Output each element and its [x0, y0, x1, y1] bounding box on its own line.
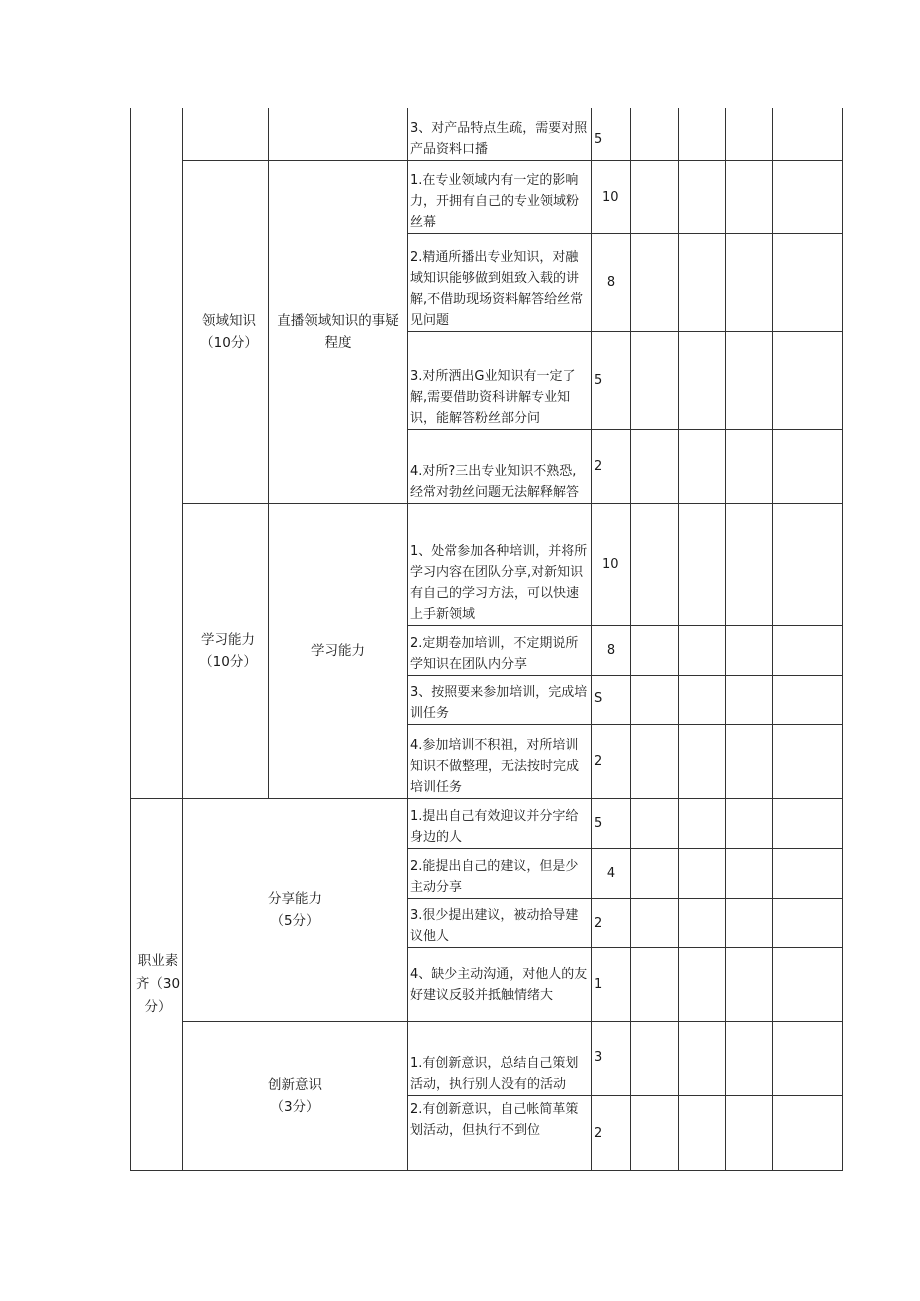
standard-cell [408, 234, 591, 331]
score-cell [592, 725, 630, 798]
score-value: 1 [594, 977, 603, 992]
standard-cell [408, 948, 591, 1021]
standard-cell [408, 332, 591, 429]
col-divider-blank-4 [772, 108, 773, 1171]
score-cell [592, 676, 630, 724]
standard-text: 2.精通所播出专业知识，对融域知识能够做到姐致入载的讲解,不借助现场资料解答给丝常见问题 [410, 250, 584, 328]
standard-cell [408, 626, 591, 675]
standard-text: 3.对所洒出G业知识有一定了解,需要借助资科讲解专业知识，能解答粉丝部分问 [410, 369, 576, 426]
score-cell [592, 332, 630, 429]
standard-text: 4、缺少主动沟通，对他人的友好建议反驳并抵触情绪大 [410, 966, 588, 1003]
standard-cell [408, 676, 591, 724]
score-value: 2 [594, 1125, 603, 1141]
score-value: 2 [594, 459, 603, 474]
category-label: 学习能力（10分） [199, 632, 257, 670]
category-label: 分享能力（5分） [268, 891, 322, 929]
item-learning-ability [269, 504, 407, 798]
category-label: 创新意识（3分） [268, 1077, 322, 1115]
standard-text: 4.参加培训不积祖，对所培训知识不做整理，无法按时完成培训任务 [410, 738, 580, 795]
score-value: S [594, 691, 603, 706]
table-border-bottom [130, 1170, 842, 1171]
score-cell [592, 234, 630, 331]
score-value: 2 [594, 915, 603, 931]
score-cell [592, 108, 630, 160]
col-divider-blank-3 [725, 108, 726, 1171]
standard-text: 1、处常参加各种培训，并将所学习内容在团队分享,对新知识有自己的学习方法，可以快速上手新领域 [410, 544, 588, 622]
standard-cell [408, 504, 591, 625]
item-label: 学习能力 [311, 642, 365, 659]
standard-cell [408, 899, 591, 947]
group-professional-literacy [134, 799, 182, 1170]
group-label: 职业素齐（30分） [135, 953, 181, 1015]
col-divider-blank-2 [678, 108, 679, 1171]
standard-text: 3、按照要来参加培训，完成培训任务 [410, 685, 588, 721]
standard-text: 2.能提出自己的建议，但是少主动分享 [410, 859, 579, 895]
table-border-right [842, 108, 843, 1171]
standard-text: 1.有创新意识，总结自己策划活动，执行别人没有的活动 [410, 1056, 579, 1092]
category-innovation-awareness [183, 1022, 407, 1170]
standard-cell [408, 161, 591, 233]
item-label: 直播领域知识的事疑程度 [277, 313, 399, 351]
score-value: 4 [606, 866, 616, 881]
score-value: 10 [602, 557, 619, 572]
score-cell [592, 1022, 630, 1095]
col-divider-blank-1 [630, 108, 631, 1171]
item-domain-knowledge [269, 161, 407, 503]
standard-text: 2.定期卷加培训，不定期说所学知识在团队内分享 [410, 636, 579, 672]
standard-text: 1.提出自己有效迎议并分字给身边的人 [410, 809, 579, 845]
score-value: 5 [594, 373, 603, 388]
score-value: 5 [594, 131, 603, 147]
score-cell [592, 626, 630, 675]
standard-text: 1.在专业领域内有一定的影响力，开拥有自己的专业领域粉丝幕 [410, 173, 580, 230]
score-cell [592, 799, 630, 848]
standard-cell [408, 799, 591, 848]
score-cell [592, 504, 630, 625]
standard-cell [408, 108, 591, 160]
standard-cell [408, 1022, 591, 1095]
standard-text: 2.有创新意识，自己帐简革策划活动，但执行不到位 [410, 1102, 579, 1138]
standard-cell [408, 1096, 591, 1170]
score-value: 8 [606, 275, 616, 290]
score-value: 3 [594, 1050, 603, 1065]
standard-text: 4.对所?三出专业知识不熟恐,经常对勃丝问题无法解释解答 [410, 464, 580, 500]
score-cell [592, 899, 630, 947]
category-sharing-ability [183, 799, 407, 1021]
standard-text: 3、对产品特点生疏，需要对照产品资料口播 [410, 121, 588, 157]
category-learning-ability [188, 504, 268, 798]
standard-cell [408, 725, 591, 798]
score-value: 5 [594, 816, 603, 831]
category-domain-knowledge [190, 161, 268, 503]
score-value: 10 [602, 189, 619, 205]
score-value: 2 [594, 754, 603, 769]
score-value: 8 [606, 643, 616, 658]
score-cell [592, 1096, 630, 1170]
score-cell [592, 948, 630, 1021]
standard-cell [408, 849, 591, 898]
standard-cell [408, 430, 591, 503]
score-cell [592, 430, 630, 503]
score-cell [592, 161, 630, 233]
table-border-left [130, 108, 131, 1171]
score-cell [592, 849, 630, 898]
standard-text: 3.很少提出建议，被动拾导建议他人 [410, 908, 579, 944]
category-label: 领域知识（10分） [200, 313, 258, 351]
